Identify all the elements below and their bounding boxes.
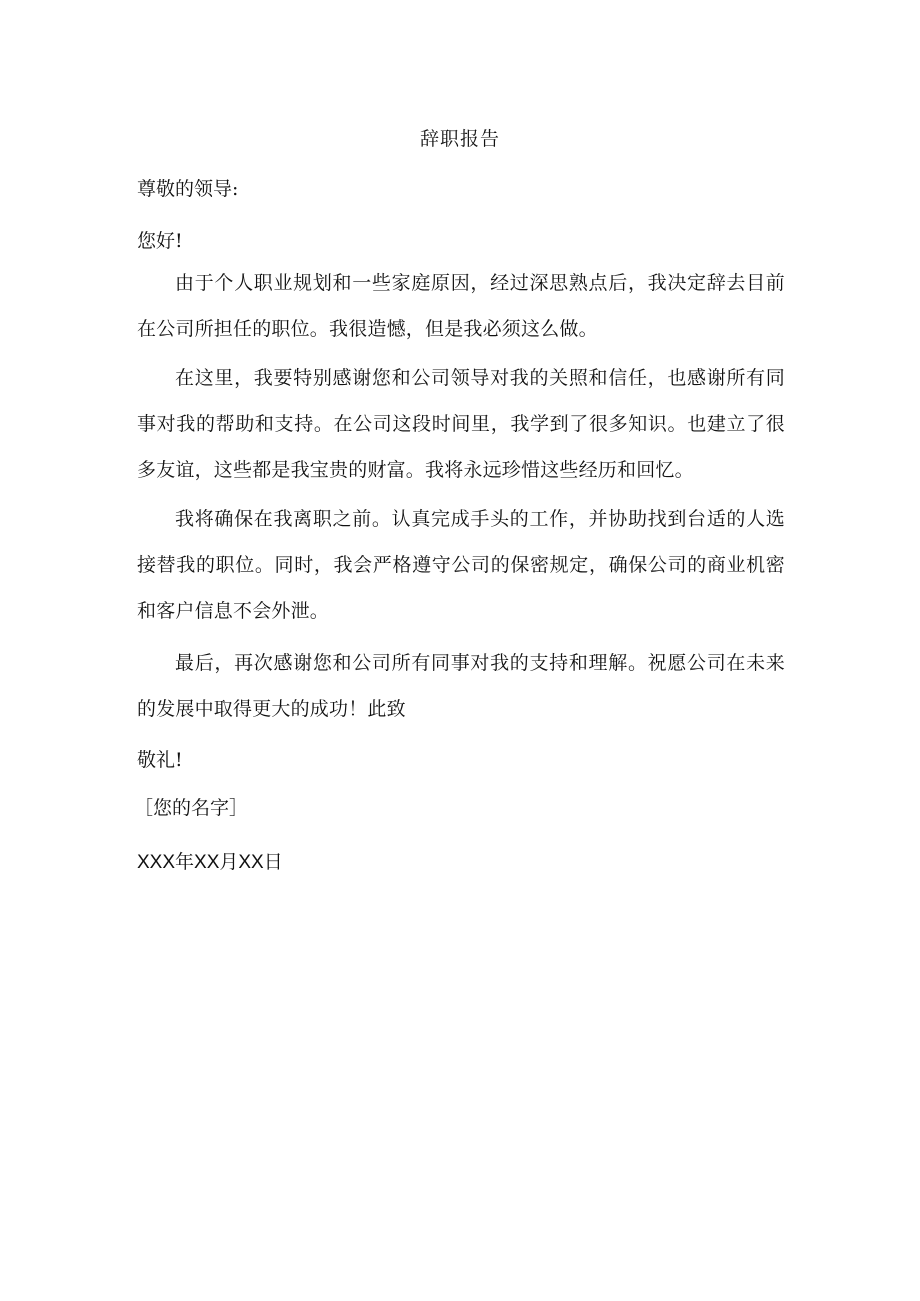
paragraph-1: 由于个人职业规划和一些家庭原因，经过深思熟点后，我决定辞去目前在公司所担任的职位。我很造憾，但是我必须这么做。 [137,272,785,340]
paragraph-4: 最后，再次感谢您和公司所有同事对我的支持和理解。祝愿公司在未来的发展中取得更大的成功！此致 [137,652,785,720]
salutation: 尊敬的领导: [137,178,239,200]
closing: 敬礼! [137,749,183,771]
date-placeholder: XXX年XX月XX日 [137,852,283,873]
paragraph-2: 在这里，我要特别感谢您和公司领导对我的关照和信任，也感谢所有同事对我的帮助和支持。在公司这段时间里，我学到了很多知识。也建立了很多友谊，这些都是我宝贵的财富。我将永远珍惜这些经历和回忆。 [137,367,785,481]
document-title: 辞职报告 [419,128,500,150]
paragraph-3: 我将确保在我离职之前。认真完成手头的工作，并协助找到台适的人选接替我的职位。同时，我会严格遵守公司的保密规定，确保公司的商业机密和客户信息不会外泄。 [137,508,785,622]
signature-placeholder: ［您的名字］ [134,797,249,819]
greeting: 您好! [137,230,183,252]
